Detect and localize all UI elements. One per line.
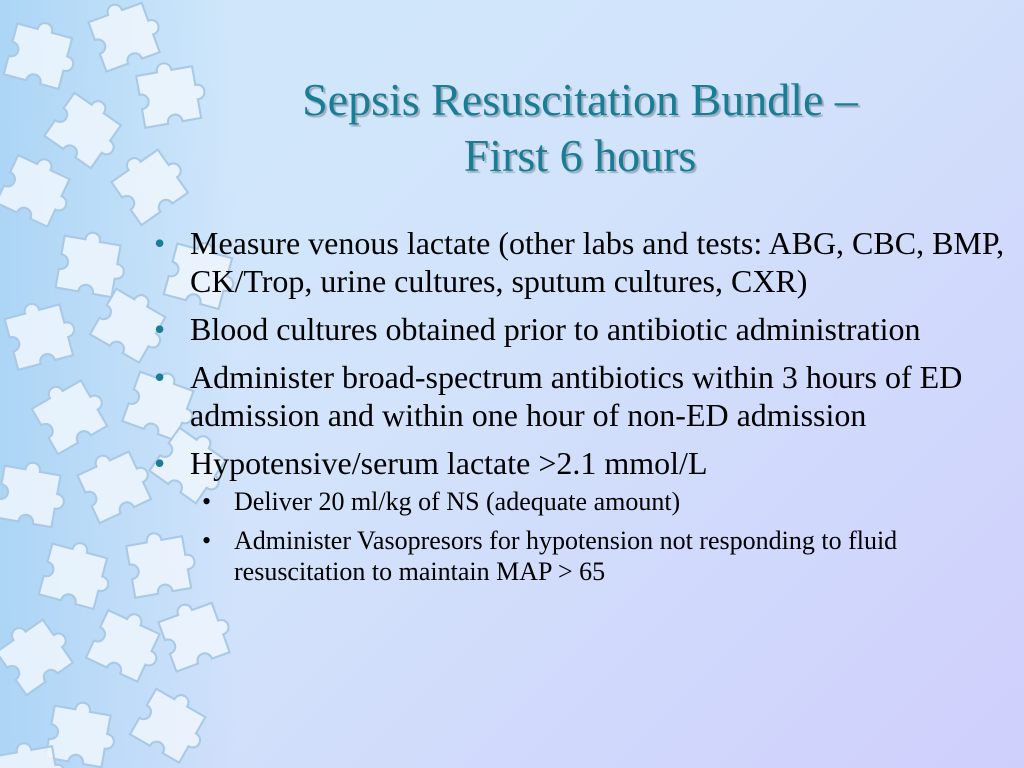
sub-bullet-item-vasopressors [190,525,1008,587]
bullet-list [148,224,1008,597]
bullet-text: Measure venous lactate (other labs and tests: ABG, CBC, BMP, CK/Trop, urine cultures, sputum cultures, CXR) [190,225,1005,299]
sub-bullet-item-fluids [190,486,1008,517]
bullet-item-lactate [148,224,1008,300]
sub-bullet-text: Administer Vasopresors for hypotension not responding to fluid resuscitation to maintain MAP > 65 [234,526,898,586]
slide-title [180,72,980,184]
bullet-text: Administer broad-spectrum antibiotics within 3 hours of ED admission and within one hour of non-ED admission [190,359,963,433]
slide-title-line-2: First 6 hours [463,130,697,181]
sub-bullet-list [190,486,1008,587]
bullet-text: Hypotensive/serum lactate >2.1 mmol/L [190,445,708,481]
slide-title-line-1: Sepsis Resuscitation Bundle – [302,74,858,125]
bullet-item-blood-cultures [148,310,1008,348]
bullet-item-antibiotics [148,358,1008,434]
bullet-text: Blood cultures obtained prior to antibiotic administration [190,311,921,347]
sub-bullet-text: Deliver 20 ml/kg of NS (adequate amount) [234,487,681,516]
bullet-item-hypotensive [148,444,1008,587]
